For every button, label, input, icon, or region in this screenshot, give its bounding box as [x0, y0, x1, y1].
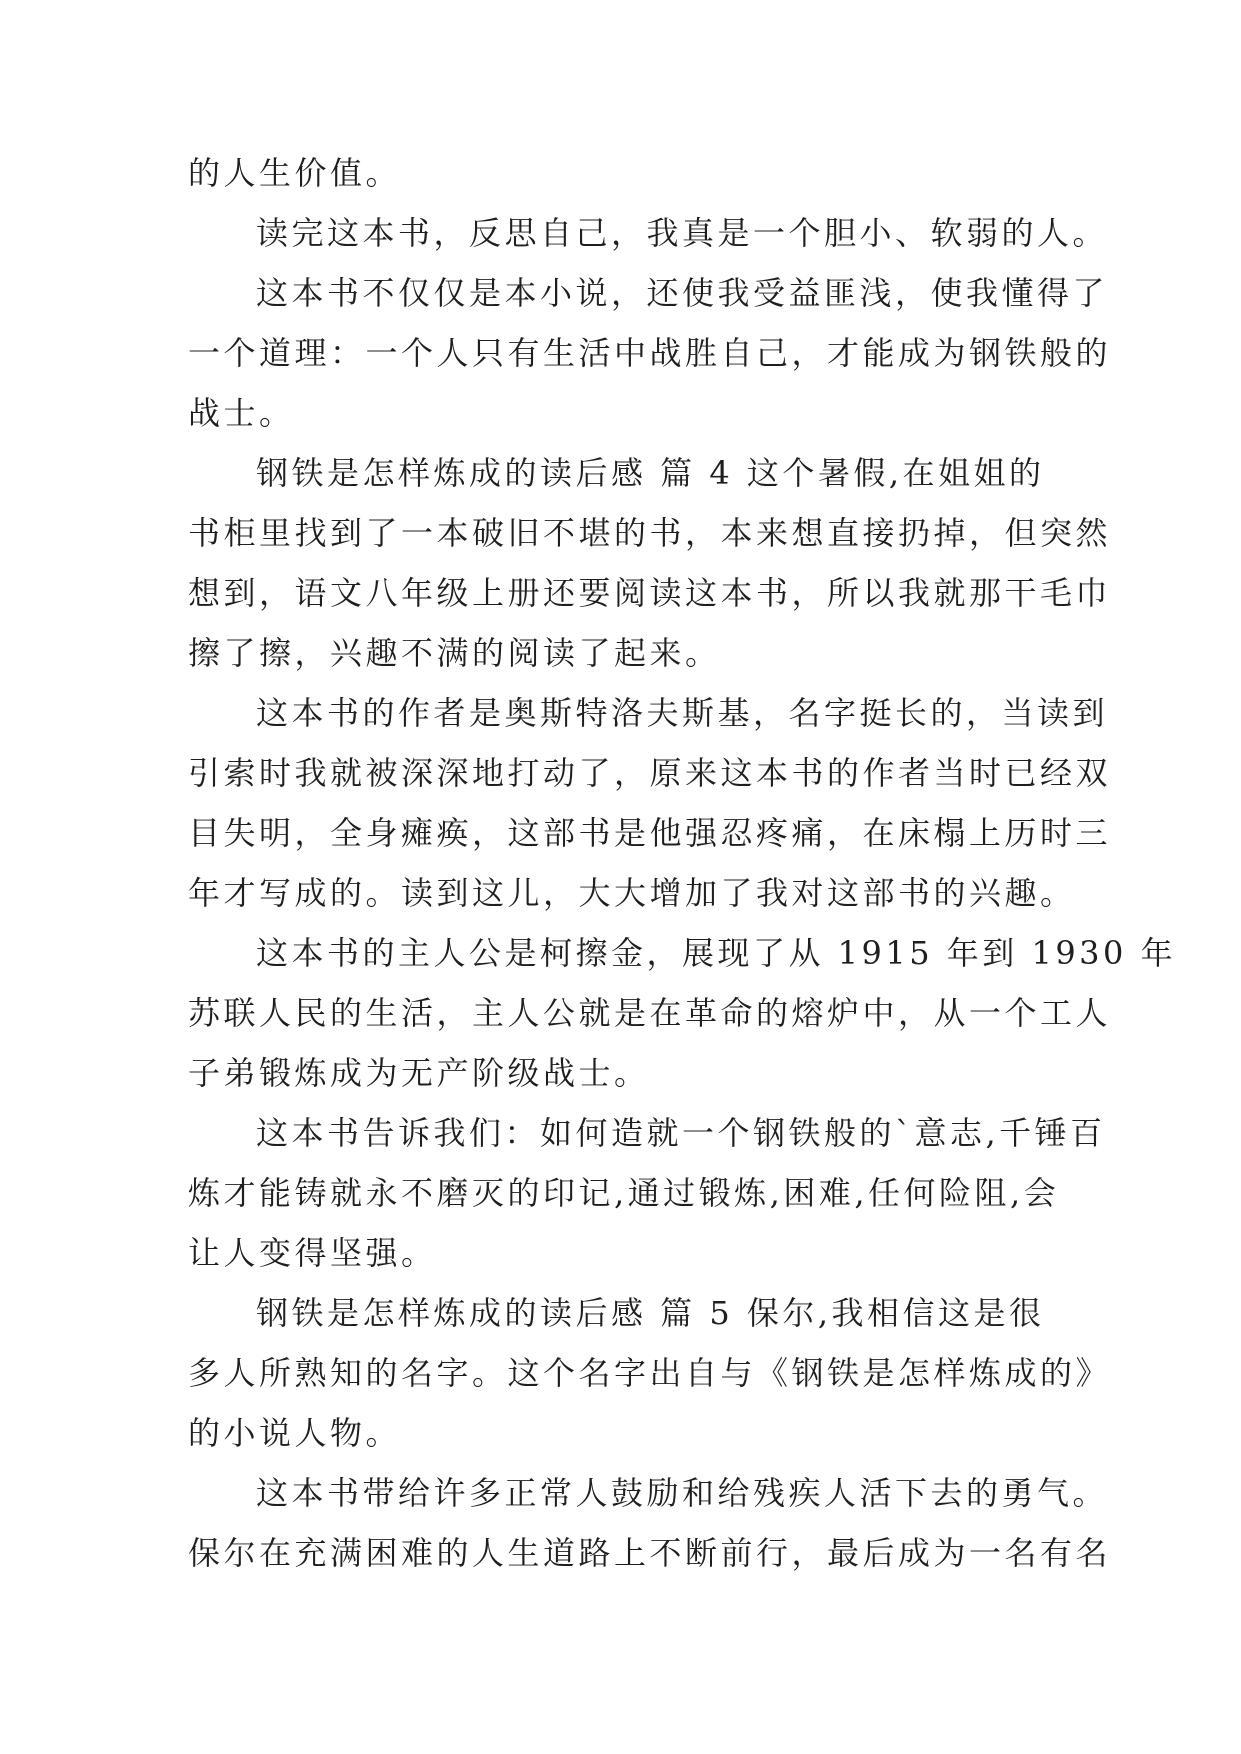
- text-line: 想到，语文八年级上册还要阅读这本书，所以我就那干毛巾: [188, 574, 1112, 612]
- text-line: 一个道理：一个人只有生活中战胜自己，才能成为钢铁般的: [188, 334, 1112, 372]
- text-line: 目失明，全身瘫痪，这部书是他强忍疼痛，在床榻上历时三: [188, 814, 1112, 852]
- text-line: 多人所熟知的名字。这个名字出自与《钢铁是怎样炼成的》: [188, 1354, 1112, 1392]
- text-line: 书柜里找到了一本破旧不堪的书，本来想直接扔掉，但突然: [188, 514, 1112, 552]
- text-line: 保尔在充满困难的人生道路上不断前行，最后成为一名有名: [188, 1534, 1112, 1572]
- text-line: 这本书告诉我们：如何造就一个钢铁般的`意志,千锤百: [256, 1114, 1106, 1152]
- text-line: 读完这本书，反思自己，我真是一个胆小、软弱的人。: [256, 214, 1109, 252]
- text-line: 让人变得坚强。: [188, 1234, 437, 1272]
- text-line: 引索时我就被深深地打动了，原来这本书的作者当时已经双: [188, 754, 1112, 792]
- text-line: 擦了擦，兴趣不满的阅读了起来。: [188, 634, 721, 672]
- text-line: 这本书不仅仅是本小说，还使我受益匪浅，使我懂得了: [256, 274, 1109, 312]
- section-heading-line: 钢铁是怎样炼成的读后感 篇 5 保尔,我相信这是很: [256, 1294, 1045, 1332]
- text-line: 这本书的作者是奥斯特洛夫斯基，名字挺长的，当读到: [256, 694, 1109, 732]
- text-line: 这本书带给许多正常人鼓励和给残疾人活下去的勇气。: [256, 1474, 1109, 1512]
- text-line: 子弟锻炼成为无产阶级战士。: [188, 1054, 650, 1092]
- text-line: 战士。: [188, 394, 295, 432]
- text-line: 的小说人物。: [188, 1414, 402, 1452]
- text-line: 炼才能铸就永不磨灭的印记,通过锻炼,困难,任何险阻,会: [188, 1174, 1060, 1212]
- text-line: 年才写成的。读到这儿，大大增加了我对这部书的兴趣。: [188, 874, 1076, 912]
- text-line: 苏联人民的生活，主人公就是在革命的熔炉中，从一个工人: [188, 994, 1112, 1032]
- text-line: 这本书的主人公是柯擦金，展现了从 1915 年到 1930 年: [256, 934, 1177, 972]
- section-heading-line: 钢铁是怎样炼成的读后感 篇 4 这个暑假,在姐姐的: [256, 454, 1045, 492]
- text-line: 的人生价值。: [188, 154, 402, 192]
